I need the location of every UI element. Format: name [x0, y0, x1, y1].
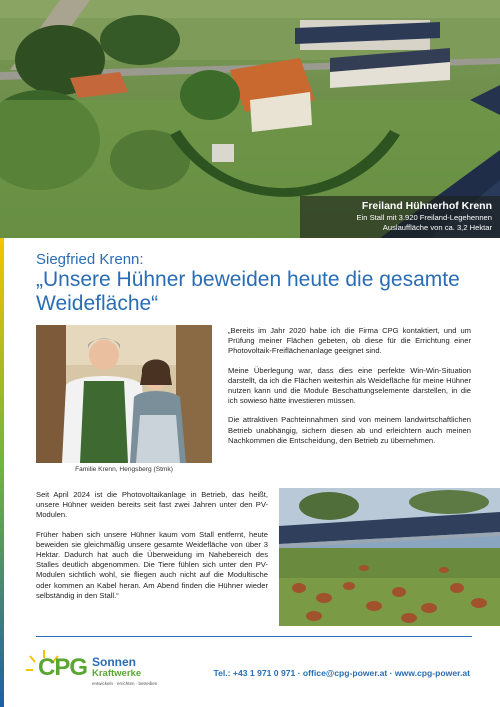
- chickens-under-pv-photo: [279, 488, 500, 626]
- article-paragraph: Früher haben sich unsere Hühner kaum vom Stall entfernt, heute beweiden sie gleichmäßig unsere gesamte Weidefläche von über 3 Hektar. Dadurch hat auch die Überweidung im Nahebereich des Stalles deutlich abgenommen. Die Tiere fühlen sich unter den PV-Modulen sichtlich wohl, sie fliegen auch nicht auf die Modultische oder kommen an Kabel heran. Am Abend finden die Hühner wieder selbständig in den Stall.“: [36, 529, 268, 600]
- article-column-left: [36, 490, 268, 610]
- article-column-right: [228, 326, 471, 455]
- logo-kraftwerke-text: Kraftwerke: [92, 668, 142, 679]
- hero-aerial-photo: [0, 0, 500, 238]
- footer-contact: Tel.: +43 1 971 0 971 · office@cpg-power.at · www.cpg-power.at: [213, 668, 470, 678]
- gradient-accent-bar: [0, 238, 4, 707]
- article-kicker: Siegfried Krenn:: [36, 251, 144, 268]
- cpg-logo: [24, 648, 164, 696]
- article-headline: „Unsere Hühner beweiden heute die gesamte Weidefläche“: [36, 268, 460, 315]
- hero-caption-line-1: Ein Stall mit 3.920 Freiland-Legehennen: [356, 213, 492, 222]
- article-paragraph: Die attraktiven Pachteinnahmen sind von meinem landwirtschaftlichen Betrieb unabhängig, sichern diesen ab und erleichtern auch meinen Nachkommen die Entscheidung, den Betrieb zu übernehmen.: [228, 415, 471, 445]
- footer-divider: [36, 636, 472, 637]
- hero-caption-title: Freiland Hühnerhof Krenn: [361, 200, 492, 212]
- logo-tagline: entwickeln · errichten · betreiben: [92, 681, 158, 686]
- hero-caption-box: [300, 196, 500, 238]
- logo-sonnen-text: Sonnen: [92, 655, 136, 669]
- family-photo-caption: Familie Krenn, Hengsberg (Stmk): [75, 466, 173, 473]
- article-paragraph: „Bereits im Jahr 2020 habe ich die Firma CPG kontaktiert, und um Prüfung meiner Flächen gebeten, ob diese für die Errichtung einer Photovoltaik-Freiflächenanlage geeignet sind.: [228, 326, 471, 356]
- logo-cpg-text: CPG: [38, 654, 88, 681]
- article-paragraph: Seit April 2024 ist die Photovoltaikanlage in Betrieb, das heißt, unsere Hühner weiden bereits seit fast zwei Jahren unter den PV-Modulen.: [36, 490, 268, 520]
- family-photo: [36, 325, 212, 463]
- hero-caption-line-2: Auslauffläche von ca. 3,2 Hektar: [382, 223, 492, 232]
- article-paragraph: Meine Überlegung war, dass dies eine perfekte Win-Win-Situation darstellt, da ich die Flächen weiterhin als Weidefläche für meine Hühner nutzen kann und die Module Beschattungselemente darstellen, in die ich sowieso hätte investieren müssen.: [228, 365, 471, 406]
